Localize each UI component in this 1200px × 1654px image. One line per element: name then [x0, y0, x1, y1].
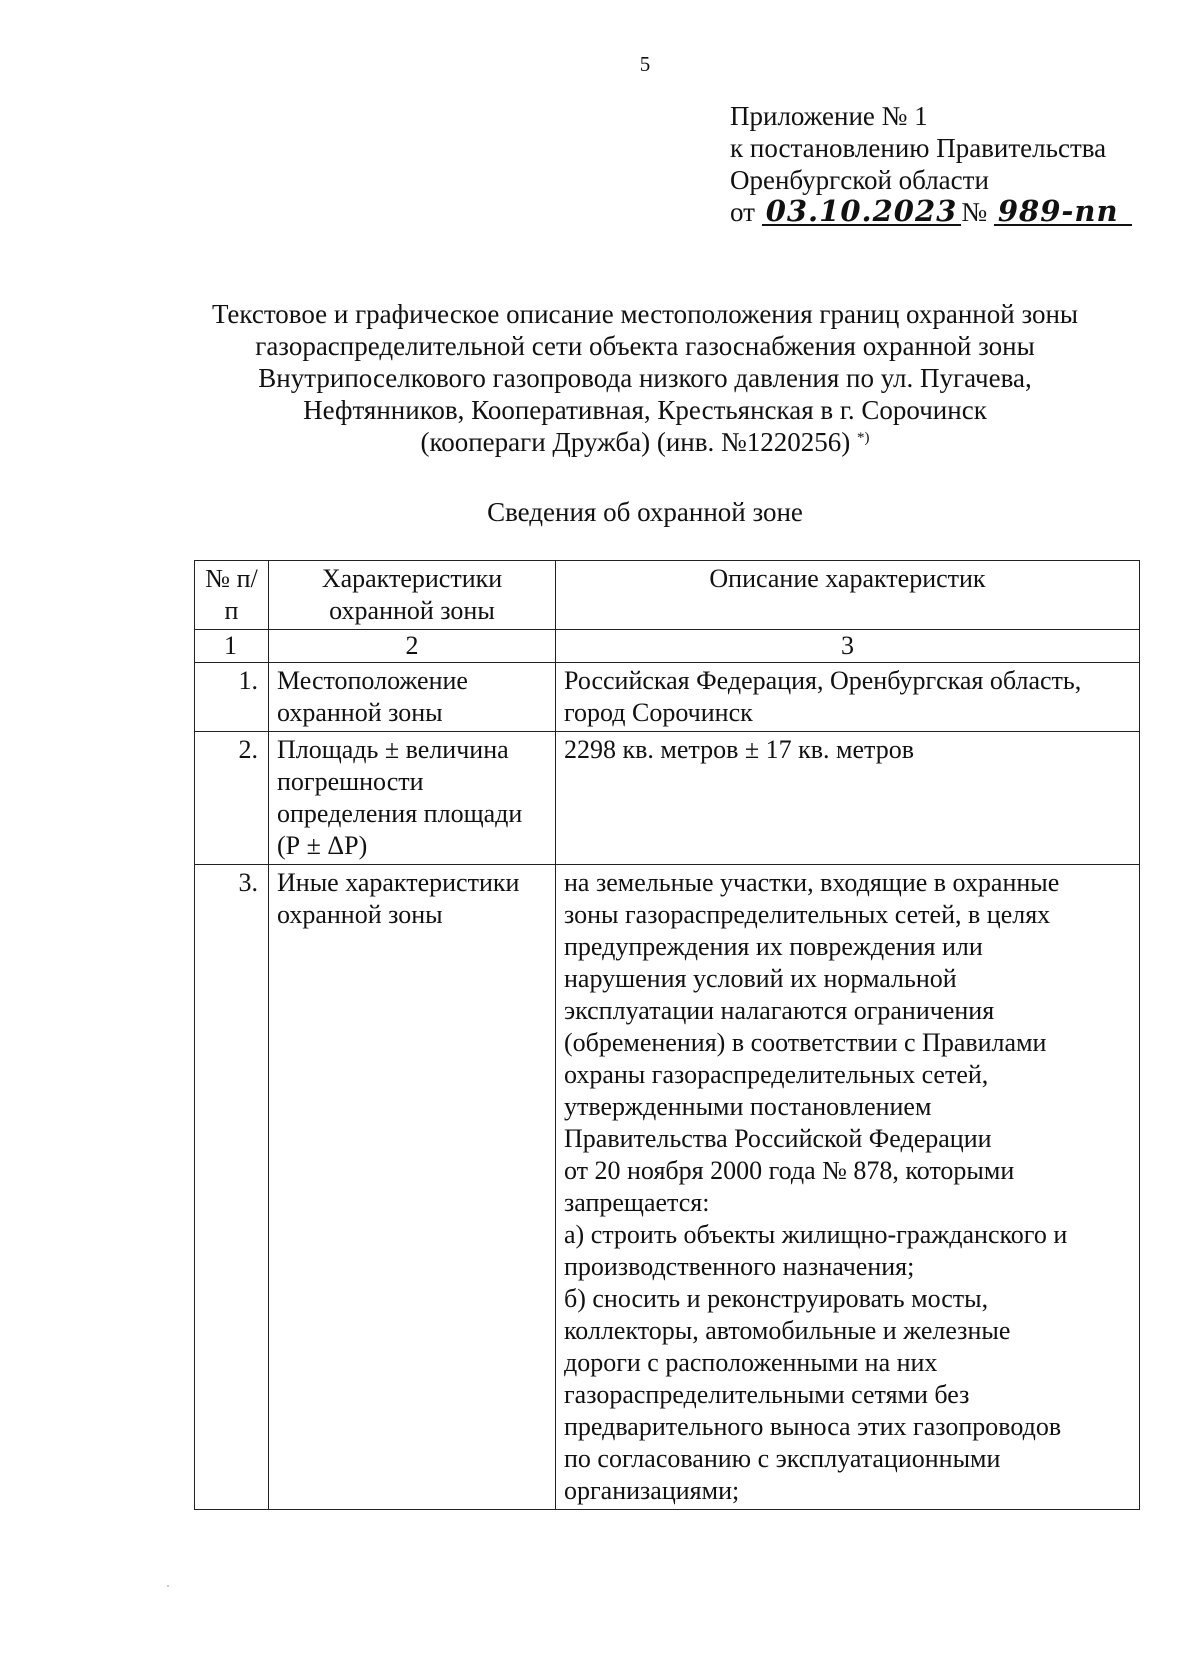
column-number-2: 2: [269, 630, 556, 663]
row-2-number: 2.: [195, 732, 269, 865]
appendix-number-label: №: [961, 197, 988, 227]
appendix-date-prefix: от: [730, 197, 755, 227]
row-3-description-line: Правительства Российской Федерации: [564, 1124, 992, 1153]
row-3-description: [556, 865, 1140, 1510]
row-3-description-line: коллекторы, автомобильные и железные: [564, 1316, 1011, 1345]
header-number: № п/п: [195, 561, 269, 630]
appendix-line-1: Приложение № 1: [730, 101, 928, 131]
appendix-line-2: к постановлению Правительства: [730, 133, 1107, 163]
row-3-description-line: эксплуатации налагаются ограничения: [564, 996, 995, 1025]
row-3-description-line: по согласованию с эксплуатационными: [564, 1444, 1001, 1473]
row-3-description-line: производственного назначения;: [564, 1252, 915, 1281]
header-description: Описание характеристик: [556, 561, 1140, 630]
title-line-2: газораспределительной сети объекта газоснабжения охранной зоны: [255, 331, 1035, 361]
row-1-description: Российская Федерация, Оренбургская область, город Сорочинск: [556, 663, 1140, 732]
row-2-description: 2298 кв. метров ± 17 кв. метров: [556, 732, 1140, 865]
row-3-description-line: утвержденными постановлением: [564, 1092, 932, 1121]
row-3-description-line: от 20 ноября 2000 года № 878, которыми: [564, 1156, 1015, 1185]
row-1-number: 1.: [195, 663, 269, 732]
row-3-description-line: предупреждения их повреждения или: [564, 932, 983, 961]
row-3-description-line: зоны газораспределительных сетей, в целях: [564, 900, 1051, 929]
title-line-1: Текстовое и графическое описание местоположения границ охранной зоны: [211, 299, 1079, 329]
table-header-row: [195, 561, 1140, 630]
appendix-date-line: [730, 196, 1132, 228]
footnote-mark: *): [857, 430, 870, 446]
row-3-description-line: охраны газораспределительных сетей,: [564, 1060, 989, 1089]
document-title: [0, 298, 1200, 458]
row-3-description-line: б) сносить и реконструировать мосты,: [564, 1284, 989, 1313]
appendix-line-3: Оренбургской области: [730, 165, 989, 195]
row-3-description-line: предварительного выноса этих газопроводов: [564, 1412, 1062, 1441]
header-characteristic: Характеристики охранной зоны: [269, 561, 556, 630]
column-number-1: 1: [195, 630, 269, 663]
row-3-description-line: запрещается:: [564, 1188, 710, 1217]
title-line-5-wrap: [0, 426, 1200, 458]
table-row: [195, 732, 1140, 865]
table-column-numbers-row: [195, 630, 1140, 663]
row-1-characteristic: Местоположение охранной зоны: [269, 663, 556, 732]
scan-artifact: [167, 1585, 169, 1587]
row-3-description-line: газораспределительными сетями без: [564, 1380, 970, 1409]
row-3-description-line: (обременения) в соответствии с Правилами: [564, 1028, 1047, 1057]
title-line-4: Нефтянников, Кооперативная, Крестьянская в г. Сорочинск: [303, 395, 987, 425]
section-title: Сведения об охранной зоне: [487, 497, 803, 527]
row-3-description-line: нарушения условий их нормальной: [564, 964, 957, 993]
row-2-characteristic: Площадь ± величина погрешности определения площади (Р ± ΔР): [269, 732, 556, 865]
column-number-3: 3: [556, 630, 1140, 663]
row-3-description-line: дороги с расположенными на них: [564, 1348, 938, 1377]
page-number: 5: [639, 52, 651, 76]
row-3-number: 3.: [195, 865, 269, 1510]
title-line-3: Внутрипоселкового газопровода низкого давления по ул. Пугачева,: [258, 363, 1032, 393]
row-3-characteristic: Иные характеристики охранной зоны: [269, 865, 556, 1510]
appendix-date: 03.10.2023: [762, 198, 962, 226]
appendix-number: 989-пп: [994, 198, 1132, 226]
title-line-5: (коопераги Дружба) (инв. №1220256): [420, 427, 851, 457]
row-3-description-line: а) строить объекты жилищно-гражданского и: [564, 1220, 1068, 1249]
row-3-description-line: на земельные участки, входящие в охранные: [564, 868, 1060, 897]
table-row: [195, 865, 1140, 1510]
row-3-description-line: организациями;: [564, 1476, 740, 1505]
table-row: [195, 663, 1140, 732]
appendix-block: [730, 100, 1132, 228]
zone-info-table: [194, 560, 1140, 1510]
